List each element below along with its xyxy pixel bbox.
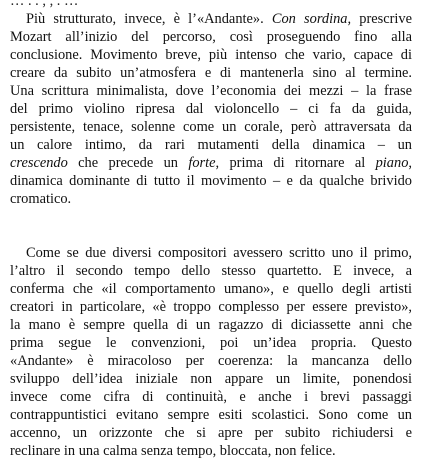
text-line [10, 118, 412, 136]
text-run: prima segue le convenzioni, poi un’idea propria. Questo [10, 335, 412, 351]
text-run: reclinare in una calma senza tempo, bloccata, non felice. [10, 443, 336, 459]
text-line [10, 154, 412, 172]
text-run: prescrive [351, 11, 412, 27]
text-run: la mano è sempre quella di un ragazzo di diciassette anni che [10, 317, 412, 333]
text-run: cromatico. [10, 191, 72, 207]
text-run: Più strutturato, invece, è l’«Andante». [26, 11, 272, 27]
text-run: contrappuntistici evitano sempre esiti scolastici. Sono come un [10, 407, 412, 423]
text-run: Mozart all’inizio del percorso, così proseguendo fino alla [10, 29, 412, 45]
text-run: , prima di ritornare al [215, 155, 376, 171]
italic-text: piano [375, 155, 409, 171]
text-line [10, 10, 412, 28]
paragraph-andante-intro [10, 10, 412, 208]
text-line [10, 442, 412, 460]
text-line [10, 172, 412, 190]
text-run: persistente, tenace, solenne come un corale, però attraversata da [10, 119, 412, 135]
text-run: conferma che «il comportamento umano», e quello degli artisti [10, 281, 412, 297]
italic-text: crescendo [10, 155, 68, 171]
text-line [10, 190, 412, 208]
text-run: Una scrittura minimalista, dove l’economia dei mezzi – la frase [10, 83, 412, 99]
text-line [10, 100, 412, 118]
text-line [10, 352, 412, 370]
text-run: «Andante» è miracoloso per coerenza: la mancanza dello [10, 353, 412, 369]
italic-text: forte [188, 155, 216, 171]
text-run: Come se due diversi compositori avessero scritto uno il primo, [26, 245, 412, 261]
text-line [10, 28, 412, 46]
text-run: accenno, un orizzonte che si apre per subito richiudersi e [10, 425, 412, 441]
text-line [10, 370, 412, 388]
text-run: creare da subito un’atmosfera e di mantenerla sino al termine. [10, 65, 412, 81]
text-line [10, 334, 412, 352]
text-run: l’altro il secondo tempo dello stesso quartetto. E invece, a [10, 263, 412, 279]
paragraph-two-composers [10, 244, 412, 460]
text-line [10, 406, 412, 424]
text-line [10, 136, 412, 154]
text-run: conclusione. Movimento breve, più intenso che vario, capace di [10, 47, 412, 63]
text-line [10, 262, 412, 280]
text-run: sviluppo dell’idea iniziale non appare un limite, ponendosi [10, 371, 412, 387]
text-line [10, 82, 412, 100]
italic-text: Con sordina, [271, 11, 352, 27]
text-run: del primo violino ripresa dal violoncello – ci fa da guida, [10, 101, 412, 117]
text-line [10, 424, 412, 442]
text-line [10, 298, 412, 316]
text-line [10, 280, 412, 298]
cropped-previous-line: … . . , , . … [10, 0, 79, 9]
text-run: invece come cifra di continuità, e anche i brevi passaggi [10, 389, 412, 405]
text-line [10, 388, 412, 406]
text-line [10, 316, 412, 334]
text-line [10, 244, 412, 262]
text-run: dinamica dominante di tutto il movimento – e da qualche brivido [10, 173, 412, 189]
text-line [10, 46, 412, 64]
text-line [10, 64, 412, 82]
text-run: un calore intimo, da rari mutamenti della dinamica – un [10, 137, 412, 153]
text-run: creatori in particolare, «è troppo complesso per essere previsto», [10, 299, 412, 315]
text-run: che precede un [67, 155, 189, 171]
text-run: , [408, 155, 412, 171]
